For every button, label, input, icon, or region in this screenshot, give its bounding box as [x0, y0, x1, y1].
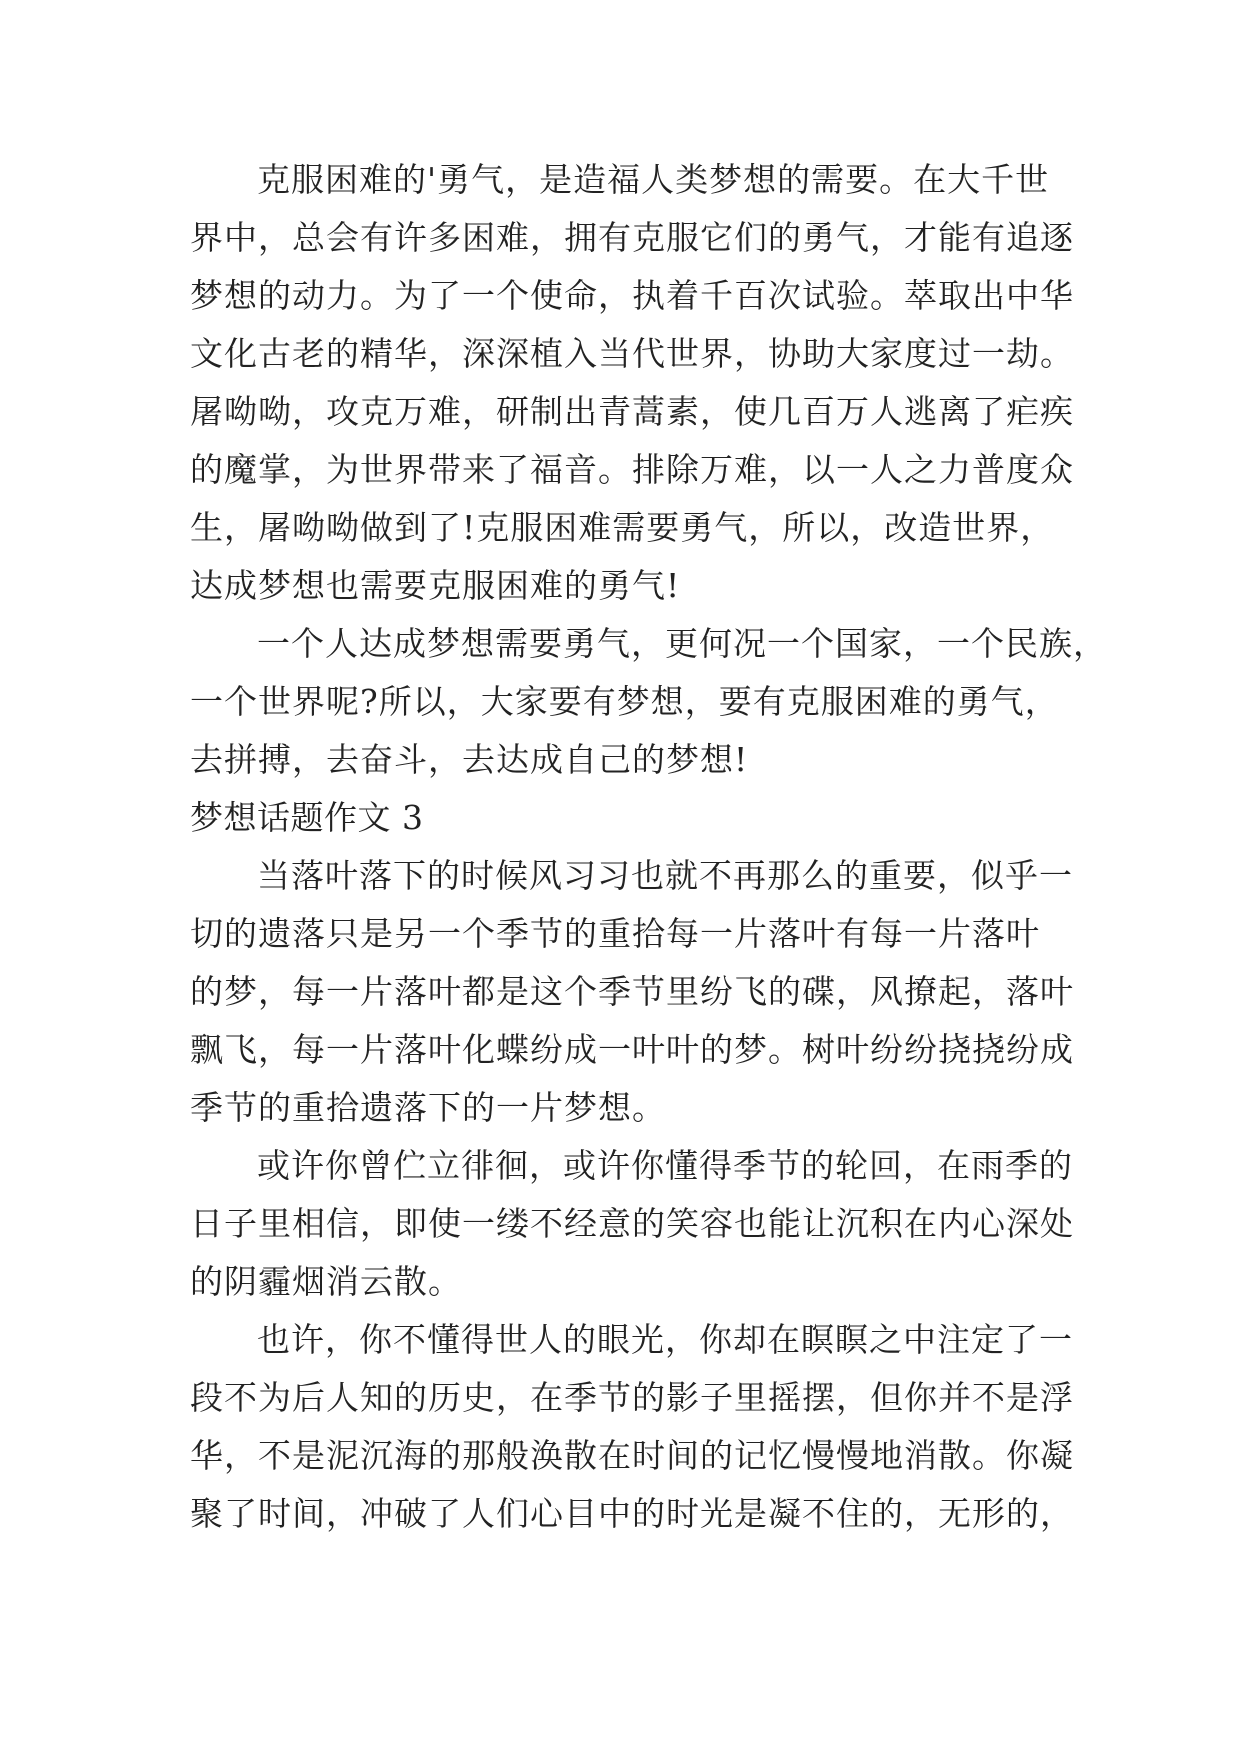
paragraph-1-line-3: 梦想的动力。为了一个使命，执着千百次试验。萃取出中华 [190, 276, 1074, 315]
paragraph-5-line-4: 聚了时间，冲破了人们心目中的时光是凝不住的，无形的， [190, 1494, 1074, 1533]
paragraph-1-line-5: 屠呦呦，攻克万难，研制出青蒿素，使几百万人逃离了疟疾 [190, 392, 1074, 431]
paragraph-1-line-1: 克服困难的'勇气，是造福人类梦想的需要。在大千世 [257, 160, 1050, 199]
paragraph-5-line-2: 段不为后人知的历史，在季节的影子里摇摆，但你并不是浮 [190, 1378, 1074, 1417]
paragraph-1-line-7: 生，屠呦呦做到了!克服困难需要勇气，所以，改造世界， [190, 508, 1055, 547]
section-heading: 梦想话题作文 3 [190, 798, 424, 837]
paragraph-3-line-5: 季节的重拾遗落下的一片梦想。 [190, 1088, 666, 1127]
paragraph-2-line-3: 去拼搏，去奋斗，去达成自己的梦想! [190, 740, 749, 779]
paragraph-2-line-1: 一个人达成梦想需要勇气，更何况一个国家，一个民族， [257, 624, 1107, 663]
paragraph-1-line-4: 文化古老的精华，深深植入当代世界，协助大家度过一劫。 [190, 334, 1074, 373]
paragraph-3-line-2: 切的遗落只是另一个季节的重拾每一片落叶有每一片落叶 [190, 914, 1040, 953]
paragraph-3-line-4: 飘飞，每一片落叶化蝶纷成一叶叶的梦。树叶纷纷挠挠纷成 [190, 1030, 1074, 1069]
paragraph-2-line-2: 一个世界呢?所以，大家要有梦想，要有克服困难的勇气， [190, 682, 1059, 721]
paragraph-5-line-3: 华，不是泥沉海的那般涣散在时间的记忆慢慢地消散。你凝 [190, 1436, 1074, 1475]
paragraph-5-line-1: 也许，你不懂得世人的眼光，你却在瞑瞑之中注定了一 [257, 1320, 1073, 1359]
paragraph-4-line-3: 的阴霾烟消云散。 [190, 1262, 462, 1301]
paragraph-4-line-1: 或许你曾伫立徘徊，或许你懂得季节的轮回，在雨季的 [257, 1146, 1073, 1185]
paragraph-1-line-2: 界中，总会有许多困难，拥有克服它们的勇气，才能有追逐 [190, 218, 1074, 257]
paragraph-4-line-2: 日子里相信，即使一缕不经意的笑容也能让沉积在内心深处 [190, 1204, 1074, 1243]
paragraph-1-line-8: 达成梦想也需要克服困难的勇气! [190, 566, 681, 605]
paragraph-3-line-3: 的梦，每一片落叶都是这个季节里纷飞的碟，风撩起，落叶 [190, 972, 1074, 1011]
paragraph-3-line-1: 当落叶落下的时候风习习也就不再那么的重要，似乎一 [257, 856, 1073, 895]
paragraph-1-line-6: 的魔掌，为世界带来了福音。排除万难，以一人之力普度众 [190, 450, 1074, 489]
